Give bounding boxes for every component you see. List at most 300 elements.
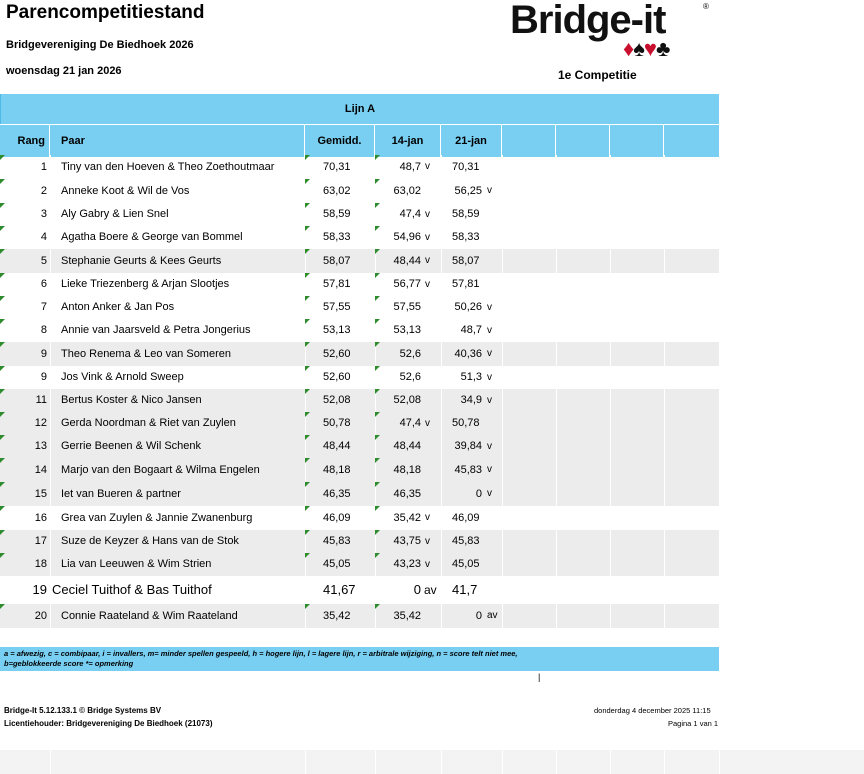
table-row	[0, 155, 719, 179]
column-divider	[502, 553, 503, 576]
comment-marker-icon	[375, 530, 380, 535]
table-row	[0, 366, 719, 389]
column-divider	[50, 530, 51, 553]
column-divider	[610, 576, 611, 604]
average-cell: 45,83	[323, 535, 351, 547]
average-cell: 52,08	[323, 394, 351, 406]
column-divider	[50, 203, 51, 226]
pair-name-cell: Ceciel Tuithof & Bas Tuithof	[52, 582, 212, 597]
pair-name-cell: Grea van Zuylen & Jannie Zwanenburg	[61, 512, 253, 524]
score-21-jan-cell: 41,7	[452, 582, 478, 597]
software-version: Bridge-It 5.12.133.1 © Bridge Systems BV	[4, 706, 162, 715]
column-divider	[441, 366, 442, 389]
page-number: Pagina 1 van 1	[668, 719, 719, 728]
column-divider	[50, 482, 51, 506]
comment-marker-icon	[375, 458, 380, 463]
column-divider	[610, 389, 611, 412]
column-divider	[664, 576, 665, 604]
column-divider	[556, 389, 557, 412]
rang-cell: 6	[40, 278, 47, 290]
column-divider	[610, 249, 611, 273]
comment-marker-icon	[0, 366, 5, 371]
score-14-jan-cell: 56,77	[393, 278, 421, 290]
score-14-jan-cell: 43,23	[393, 558, 421, 570]
column-divider	[50, 319, 51, 342]
column-divider	[441, 553, 442, 576]
score-21-jan-cell: 51,3	[460, 371, 482, 383]
flag-21-jan-cell: v	[487, 348, 492, 359]
column-divider	[556, 296, 557, 319]
comment-marker-icon	[0, 249, 5, 254]
column-divider	[441, 155, 442, 179]
comment-marker-icon	[305, 482, 310, 487]
column-divider	[664, 604, 665, 628]
column-divider	[610, 226, 611, 249]
rang-cell: 20	[34, 610, 47, 622]
column-divider	[664, 389, 665, 412]
comment-marker-icon	[0, 458, 5, 463]
score-14-jan-cell: 47,4	[399, 208, 421, 220]
flag-21-jan-cell: v	[487, 464, 492, 475]
column-divider	[50, 458, 51, 482]
rang-cell: 13	[34, 440, 47, 452]
column-divider	[502, 273, 503, 296]
average-cell: 48,18	[323, 464, 351, 476]
column-divider	[664, 319, 665, 342]
flag-21-jan-cell	[487, 226, 502, 249]
flag-14-jan-cell	[425, 342, 441, 366]
comment-marker-icon	[375, 273, 380, 278]
flag-21-jan-cell	[487, 412, 502, 435]
score-14-jan-cell: 35,42	[393, 610, 421, 622]
column-divider	[556, 155, 557, 179]
flag-14-jan-cell: v	[425, 536, 430, 547]
column-header-rang: Rang	[0, 125, 50, 157]
average-cell: 63,02	[323, 185, 351, 197]
pair-name-cell: Bertus Koster & Nico Jansen	[61, 394, 202, 406]
registered-mark: ®	[703, 2, 709, 11]
column-header-empty	[664, 125, 719, 157]
rang-cell: 8	[40, 324, 47, 336]
rang-cell: 12	[34, 417, 47, 429]
column-divider	[502, 366, 503, 389]
column-divider	[664, 482, 665, 506]
flag-14-jan-cell	[425, 604, 441, 628]
column-divider	[556, 458, 557, 482]
flag-21-jan-cell: v	[487, 302, 492, 313]
score-21-jan-cell: 56,25	[454, 185, 482, 197]
comment-marker-icon	[0, 296, 5, 301]
column-divider	[50, 342, 51, 366]
competition-name: 1e Competitie	[558, 68, 637, 82]
column-divider	[664, 506, 665, 530]
pair-name-cell: Lieke Triezenberg & Arjan Slootjes	[61, 278, 230, 290]
column-divider	[50, 179, 51, 203]
column-divider	[502, 412, 503, 435]
comment-marker-icon	[305, 412, 310, 417]
column-divider	[50, 366, 51, 389]
average-cell: 58,59	[323, 208, 351, 220]
comment-marker-icon	[305, 296, 310, 301]
column-divider	[502, 482, 503, 506]
pair-name-cell: Tiny van den Hoeven & Theo Zoethoutmaar	[61, 161, 275, 173]
score-21-jan-cell: 45,05	[452, 558, 480, 570]
column-divider	[556, 435, 557, 458]
table-row	[0, 179, 719, 203]
column-divider	[502, 249, 503, 273]
comment-marker-icon	[305, 553, 310, 558]
comment-marker-icon	[305, 342, 310, 347]
column-divider	[556, 342, 557, 366]
average-cell: 57,81	[323, 278, 351, 290]
column-divider	[50, 576, 51, 604]
column-divider	[441, 412, 442, 435]
comment-marker-icon	[305, 435, 310, 440]
pair-name-cell: Anneke Koot & Wil de Vos	[61, 185, 190, 197]
score-21-jan-cell: 0	[475, 610, 482, 622]
comment-marker-icon	[0, 179, 5, 184]
column-divider	[50, 553, 51, 576]
comment-marker-icon	[305, 273, 310, 278]
column-divider	[556, 203, 557, 226]
column-divider	[664, 553, 665, 576]
flag-14-jan-cell: v	[425, 255, 430, 266]
table-row	[0, 389, 719, 412]
column-header-gemidd: Gemidd.	[305, 125, 375, 157]
column-divider	[502, 226, 503, 249]
pair-name-cell: Jos Vink & Arnold Sweep	[61, 371, 184, 383]
table-row	[0, 296, 719, 319]
flag-21-jan-cell	[487, 506, 502, 530]
column-divider	[664, 155, 665, 179]
rang-cell: 9	[40, 348, 47, 360]
flag-21-jan-cell	[487, 155, 502, 179]
column-divider	[610, 319, 611, 342]
score-14-jan-cell: 54,96	[393, 231, 421, 243]
column-divider	[610, 366, 611, 389]
flag-21-jan-cell	[487, 273, 502, 296]
column-divider	[50, 506, 51, 530]
column-divider	[610, 155, 611, 179]
average-cell: 46,09	[323, 512, 351, 524]
pair-name-cell: Agatha Boere & George van Bommel	[61, 231, 243, 243]
column-divider	[50, 389, 51, 412]
table-row	[0, 482, 719, 506]
column-header-empty	[502, 125, 556, 157]
rang-cell: 9	[40, 371, 47, 383]
column-divider	[610, 203, 611, 226]
average-cell: 46,35	[323, 488, 351, 500]
flag-21-jan-cell	[487, 249, 502, 273]
column-header-paar: Paar	[50, 125, 305, 157]
column-divider	[50, 226, 51, 249]
comment-marker-icon	[375, 203, 380, 208]
column-divider	[664, 366, 665, 389]
pair-name-cell: Iet van Bueren & partner	[61, 488, 181, 500]
column-divider	[502, 530, 503, 553]
score-14-jan-cell: 48,18	[393, 464, 421, 476]
flag-21-jan-cell: v	[487, 488, 492, 499]
table-row	[0, 273, 719, 296]
score-14-jan-cell: 63,02	[393, 185, 421, 197]
flag-21-jan-cell: v	[487, 185, 492, 196]
rang-cell: 18	[34, 558, 47, 570]
rang-cell: 2	[40, 185, 47, 197]
column-divider	[610, 296, 611, 319]
flag-14-jan-cell	[425, 435, 441, 458]
column-divider	[502, 604, 503, 628]
pair-name-cell: Gerrie Beenen & Wil Schenk	[61, 440, 202, 452]
rang-cell: 5	[40, 255, 47, 267]
stray-tick-mark: |	[538, 672, 541, 682]
score-21-jan-cell: 46,09	[452, 512, 480, 524]
table-row	[0, 203, 719, 226]
score-21-jan-cell: 70,31	[452, 161, 480, 173]
rang-cell: 19	[32, 582, 47, 597]
score-14-jan-cell: 35,42	[393, 512, 421, 524]
score-14-jan-cell: 52,6	[399, 348, 421, 360]
comment-marker-icon	[305, 506, 310, 511]
score-21-jan-cell: 48,7	[460, 324, 482, 336]
legend-line-1: a = afwezig, c = combipaar, i = invallers, m= minder spellen gespeeld, h = hogere lijn, l = lagere lijn, r = arbitrale wijziging, n = score telt niet mee,	[4, 649, 518, 658]
flag-14-jan-cell: v	[425, 232, 430, 243]
column-divider	[610, 482, 611, 506]
flag-21-jan-cell	[487, 576, 502, 604]
column-divider	[664, 435, 665, 458]
column-divider	[610, 530, 611, 553]
score-14-jan-cell: 48,44	[393, 255, 421, 267]
comment-marker-icon	[375, 604, 380, 609]
column-divider	[610, 458, 611, 482]
column-divider	[610, 604, 611, 628]
column-divider	[556, 576, 557, 604]
column-divider	[502, 319, 503, 342]
column-divider	[556, 273, 557, 296]
comment-marker-icon	[0, 530, 5, 535]
average-cell: 58,33	[323, 231, 351, 243]
column-divider	[664, 458, 665, 482]
rang-cell: 1	[40, 161, 47, 173]
pair-name-cell: Aly Gabry & Lien Snel	[61, 208, 169, 220]
column-divider	[664, 342, 665, 366]
column-divider	[556, 226, 557, 249]
flag-14-jan-cell	[425, 179, 441, 203]
table-row	[0, 412, 719, 435]
column-header-empty	[556, 125, 610, 157]
comment-marker-icon	[0, 482, 5, 487]
column-divider	[502, 342, 503, 366]
comment-marker-icon	[375, 342, 380, 347]
column-divider	[556, 604, 557, 628]
column-divider	[664, 530, 665, 553]
flag-14-jan-cell	[425, 366, 441, 389]
column-divider	[556, 482, 557, 506]
table-row	[0, 435, 719, 458]
standings-table	[0, 94, 719, 157]
comment-marker-icon	[375, 249, 380, 254]
flag-14-jan-cell: v	[425, 559, 430, 570]
average-cell: 52,60	[323, 348, 351, 360]
column-divider	[610, 553, 611, 576]
column-divider	[556, 530, 557, 553]
column-header-empty	[610, 125, 664, 157]
comment-marker-icon	[375, 553, 380, 558]
column-divider	[441, 576, 442, 604]
score-14-jan-cell: 0	[413, 582, 421, 597]
column-divider	[441, 226, 442, 249]
logo-wordmark: Bridge-it	[510, 0, 666, 42]
comment-marker-icon	[0, 553, 5, 558]
score-21-jan-cell: 58,33	[452, 231, 480, 243]
score-14-jan-cell: 52,08	[393, 394, 421, 406]
column-divider	[556, 412, 557, 435]
comment-marker-icon	[0, 319, 5, 324]
column-divider	[610, 179, 611, 203]
comment-marker-icon	[305, 249, 310, 254]
column-divider	[441, 179, 442, 203]
comment-marker-icon	[305, 319, 310, 324]
average-cell: 45,05	[323, 558, 351, 570]
column-divider	[664, 412, 665, 435]
comment-marker-icon	[305, 389, 310, 394]
table-row	[0, 604, 719, 628]
table-row	[0, 342, 719, 366]
column-divider	[502, 435, 503, 458]
session-date: woensdag 21 jan 2026	[6, 65, 122, 77]
pair-name-cell: Gerda Noordman & Riet van Zuylen	[61, 417, 236, 429]
rang-cell: 4	[40, 231, 47, 243]
column-header-21-jan: 21-jan	[441, 125, 502, 157]
score-21-jan-cell: 57,81	[452, 278, 480, 290]
pair-name-cell: Theo Renema & Leo van Someren	[61, 348, 231, 360]
flag-14-jan-cell: av	[424, 583, 437, 597]
table-row	[0, 226, 719, 249]
flag-14-jan-cell	[425, 458, 441, 482]
bridge-it-logo	[510, 0, 710, 62]
comment-marker-icon	[0, 435, 5, 440]
table-row	[0, 553, 719, 576]
column-divider	[441, 296, 442, 319]
comment-marker-icon	[305, 604, 310, 609]
flag-21-jan-cell: v	[487, 441, 492, 452]
column-divider	[664, 273, 665, 296]
comment-marker-icon	[375, 155, 380, 160]
column-divider	[441, 319, 442, 342]
flag-14-jan-cell: v	[425, 209, 430, 220]
column-divider	[305, 576, 306, 604]
score-14-jan-cell: 52,6	[399, 371, 421, 383]
column-divider	[664, 226, 665, 249]
column-divider	[441, 389, 442, 412]
comment-marker-icon	[375, 296, 380, 301]
score-14-jan-cell: 53,13	[393, 324, 421, 336]
column-divider	[441, 604, 442, 628]
score-14-jan-cell: 57,55	[393, 301, 421, 313]
comment-marker-icon	[0, 389, 5, 394]
column-divider	[502, 203, 503, 226]
comment-marker-icon	[375, 366, 380, 371]
flag-21-jan-cell	[487, 203, 502, 226]
rang-cell: 17	[34, 535, 47, 547]
score-21-jan-cell: 45,83	[452, 535, 480, 547]
pair-name-cell: Lia van Leeuwen & Wim Strien	[61, 558, 212, 570]
column-divider	[441, 249, 442, 273]
comment-marker-icon	[0, 506, 5, 511]
column-divider	[664, 296, 665, 319]
column-divider	[556, 319, 557, 342]
comment-marker-icon	[375, 319, 380, 324]
column-divider	[556, 249, 557, 273]
column-divider	[50, 273, 51, 296]
column-divider	[610, 506, 611, 530]
score-14-jan-cell: 47,4	[399, 417, 421, 429]
column-divider	[556, 179, 557, 203]
flag-21-jan-cell	[487, 530, 502, 553]
comment-marker-icon	[375, 179, 380, 184]
comment-marker-icon	[0, 342, 5, 347]
rang-cell: 7	[40, 301, 47, 313]
pair-name-cell: Annie van Jaarsveld & Petra Jongerius	[61, 324, 251, 336]
score-14-jan-cell: 48,7	[399, 161, 421, 173]
flag-14-jan-cell	[425, 319, 441, 342]
table-row	[0, 249, 719, 273]
column-divider	[441, 342, 442, 366]
comment-marker-icon	[305, 458, 310, 463]
score-21-jan-cell: 50,78	[452, 417, 480, 429]
score-21-jan-cell: 40,36	[454, 348, 482, 360]
flag-21-jan-cell	[487, 553, 502, 576]
comment-marker-icon	[375, 435, 380, 440]
pair-name-cell: Marjo van den Bogaart & Wilma Engelen	[61, 464, 260, 476]
column-divider	[441, 482, 442, 506]
column-divider	[502, 458, 503, 482]
rang-cell: 14	[34, 464, 47, 476]
flag-14-jan-cell: v	[425, 418, 430, 429]
column-divider	[441, 203, 442, 226]
score-21-jan-cell: 45,83	[454, 464, 482, 476]
comment-marker-icon	[0, 155, 5, 160]
column-divider	[50, 249, 51, 273]
print-timestamp: donderdag 4 december 2025 11:15	[594, 706, 711, 715]
score-21-jan-cell: 50,26	[454, 301, 482, 313]
column-divider	[502, 296, 503, 319]
flag-14-jan-cell: v	[425, 161, 430, 172]
comment-marker-icon	[0, 412, 5, 417]
flag-14-jan-cell	[425, 296, 441, 319]
column-divider	[610, 273, 611, 296]
score-21-jan-cell: 0	[475, 488, 482, 500]
column-divider	[375, 576, 376, 604]
table-row	[0, 319, 719, 342]
column-divider	[556, 366, 557, 389]
score-21-jan-cell: 39,84	[454, 440, 482, 452]
flag-14-jan-cell	[425, 482, 441, 506]
column-divider	[664, 249, 665, 273]
rang-cell: 3	[40, 208, 47, 220]
column-divider	[502, 576, 503, 604]
pair-name-cell: Suze de Keyzer & Hans van de Stok	[61, 535, 239, 547]
column-divider	[664, 203, 665, 226]
column-divider	[610, 435, 611, 458]
pair-name-cell: Connie Raateland & Wim Raateland	[61, 610, 238, 622]
column-divider	[610, 342, 611, 366]
average-cell: 48,44	[323, 440, 351, 452]
column-divider	[502, 179, 503, 203]
average-cell: 53,13	[323, 324, 351, 336]
table-row	[0, 458, 719, 482]
column-divider	[502, 155, 503, 179]
average-cell: 52,60	[323, 371, 351, 383]
